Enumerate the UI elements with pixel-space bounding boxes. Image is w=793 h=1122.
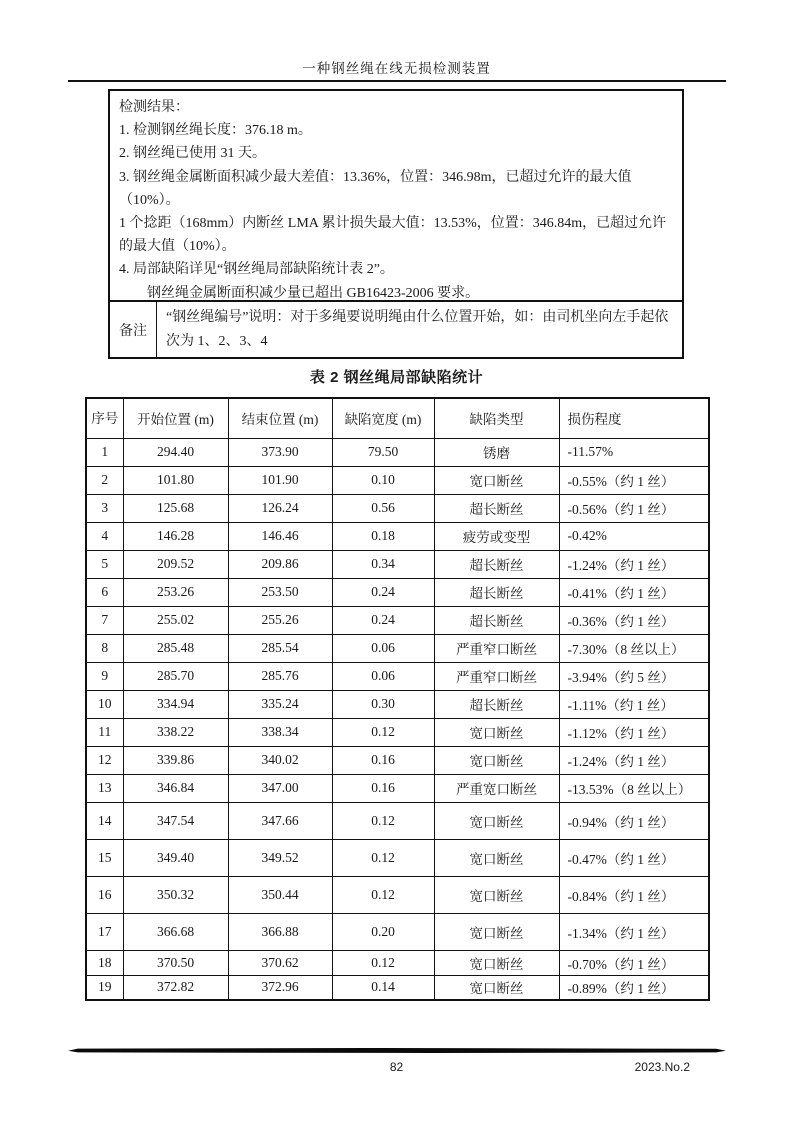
- table-row: [86, 578, 709, 606]
- table-cell: 253.26: [123, 578, 228, 606]
- table-cell: -0.70%（约 1 丝）: [559, 950, 709, 975]
- table-cell: 335.24: [228, 690, 332, 718]
- table-cell: 0.12: [332, 950, 434, 975]
- table-cell: 372.96: [228, 975, 332, 1000]
- report-paragraph: 1. 检测钢丝绳长度：376.18 m。: [119, 123, 312, 139]
- table-cell: -7.30%（8 丝以上）: [559, 634, 709, 662]
- table-cell: 15: [86, 839, 123, 876]
- table-cell: 13: [86, 774, 123, 802]
- table-cell: 9: [86, 662, 123, 690]
- table-cell: -0.47%（约 1 丝）: [559, 839, 709, 876]
- table-cell: 101.80: [123, 466, 228, 494]
- note-text: “钢丝绳编号”说明：对于多绳要说明绳由什么位置开始，如：由司机坐向左手起依次为 1、2、3、4: [166, 310, 669, 349]
- table-cell: -0.41%（约 1 丝）: [559, 578, 709, 606]
- table-cell: -0.42%: [559, 522, 709, 550]
- table-cell: 宽口断丝: [434, 975, 559, 1000]
- table-cell: 11: [86, 718, 123, 746]
- table-cell: 146.46: [228, 522, 332, 550]
- table-cell: 超长断丝: [434, 550, 559, 578]
- table-cell: 宽口断丝: [434, 802, 559, 839]
- table-row: [86, 662, 709, 690]
- table-cell: 严重窄口断丝: [434, 634, 559, 662]
- table-cell: 79.50: [332, 438, 434, 466]
- table-cell: 338.22: [123, 718, 228, 746]
- table-cell: 0.12: [332, 876, 434, 913]
- table-cell: 285.70: [123, 662, 228, 690]
- table-cell: 5: [86, 550, 123, 578]
- table-cell: 12: [86, 746, 123, 774]
- report-paragraph: 钢丝绳金属断面积减少量已超出 GB16423-2006 要求。: [119, 285, 480, 301]
- table-cell: 7: [86, 606, 123, 634]
- table-cell: 0.56: [332, 494, 434, 522]
- table-row: [86, 606, 709, 634]
- table-cell: 0.14: [332, 975, 434, 1000]
- table-cell: 285.54: [228, 634, 332, 662]
- table-row: [86, 466, 709, 494]
- table-cell: 370.50: [123, 950, 228, 975]
- table-cell: 0.06: [332, 634, 434, 662]
- table-cell: 370.62: [228, 950, 332, 975]
- table-cell: 366.68: [123, 913, 228, 950]
- table-cell: 146.28: [123, 522, 228, 550]
- table-cell: 18: [86, 950, 123, 975]
- document-header-title: 一种钢丝绳在线无损检测装置: [302, 61, 491, 76]
- table-cell: -0.84%（约 1 丝）: [559, 876, 709, 913]
- table-cell: 0.12: [332, 839, 434, 876]
- table-cell: -13.53%（8 丝以上）: [559, 774, 709, 802]
- table-cell: 17: [86, 913, 123, 950]
- table-cell: 347.00: [228, 774, 332, 802]
- footer-rule: [68, 1048, 726, 1053]
- table-header-cell: 缺陷类型: [434, 398, 559, 438]
- report-paragraph: 检测结果：: [119, 100, 189, 115]
- table-cell: 0.06: [332, 662, 434, 690]
- table-cell: 126.24: [228, 494, 332, 522]
- table-cell: 285.48: [123, 634, 228, 662]
- table-cell: 宽口断丝: [434, 839, 559, 876]
- table-row: [86, 438, 709, 466]
- table-header-row: [86, 398, 709, 438]
- table-cell: 255.02: [123, 606, 228, 634]
- table-cell: 3: [86, 494, 123, 522]
- table-row: [86, 950, 709, 975]
- table-cell: 10: [86, 690, 123, 718]
- table-cell: -0.56%（约 1 丝）: [559, 494, 709, 522]
- table-cell: 349.40: [123, 839, 228, 876]
- table-cell: 255.26: [228, 606, 332, 634]
- table-cell: 0.20: [332, 913, 434, 950]
- table-cell: 宽口断丝: [434, 466, 559, 494]
- table-cell: 0.16: [332, 774, 434, 802]
- table-cell: 101.90: [228, 466, 332, 494]
- table-cell: 340.02: [228, 746, 332, 774]
- table-cell: 2: [86, 466, 123, 494]
- table-header-cell: 缺陷宽度 (m): [332, 398, 434, 438]
- report-paragraph: 1 个捻距（168mm）内断丝 LMA 累计损失最大值：13.53%，位置：346.84m，已超过允许的最大值（10%）。: [119, 216, 667, 255]
- table-row: [86, 839, 709, 876]
- table-header-cell: 损伤程度: [559, 398, 709, 438]
- table-cell: 0.12: [332, 802, 434, 839]
- table-row: [86, 522, 709, 550]
- note-row: [110, 302, 682, 357]
- header-rule: [68, 80, 726, 82]
- table-cell: 4: [86, 522, 123, 550]
- table-row: [86, 718, 709, 746]
- table-cell: -0.89%（约 1 丝）: [559, 975, 709, 1000]
- table-cell: -1.12%（约 1 丝）: [559, 718, 709, 746]
- page-number-label: 82: [389, 1060, 404, 1074]
- table-cell: 338.34: [228, 718, 332, 746]
- report-paragraph: 2. 钢丝绳已使用 31 天。: [119, 146, 266, 162]
- table-cell: -11.57%: [559, 438, 709, 466]
- table-cell: 373.90: [228, 438, 332, 466]
- table-cell: -1.34%（约 1 丝）: [559, 913, 709, 950]
- table-title: 表 2 钢丝绳局部缺陷统计: [309, 369, 484, 386]
- table-row: [86, 690, 709, 718]
- note-label: 备注: [110, 302, 157, 357]
- table-row: [86, 550, 709, 578]
- table-cell: 严重宽口断丝: [434, 774, 559, 802]
- table-cell: 宽口断丝: [434, 950, 559, 975]
- table-cell: 锈磨: [434, 438, 559, 466]
- table-cell: 339.86: [123, 746, 228, 774]
- report-paragraph: 4. 局部缺陷详见“钢丝绳局部缺陷统计表 2”。: [119, 262, 394, 278]
- report-paragraph: 3. 钢丝绳金属断面积减少最大差值：13.36%，位置：346.98m，已超过允许的最大值（10%）。: [119, 169, 632, 208]
- table-cell: -0.36%（约 1 丝）: [559, 606, 709, 634]
- table-cell: 14: [86, 802, 123, 839]
- table-row: [86, 975, 709, 1000]
- table-cell: 宽口断丝: [434, 718, 559, 746]
- table-cell: 0.30: [332, 690, 434, 718]
- table-cell: 宽口断丝: [434, 876, 559, 913]
- table-cell: 366.88: [228, 913, 332, 950]
- table-cell: 疲劳或变型: [434, 522, 559, 550]
- table-cell: 347.54: [123, 802, 228, 839]
- table-cell: 209.86: [228, 550, 332, 578]
- defect-table-body: [86, 438, 709, 1000]
- table-cell: 0.12: [332, 718, 434, 746]
- table-cell: -1.11%（约 1 丝）: [559, 690, 709, 718]
- table-cell: 125.68: [123, 494, 228, 522]
- table-cell: 253.50: [228, 578, 332, 606]
- table-header-cell: 序号: [86, 398, 123, 438]
- table-cell: 超长断丝: [434, 578, 559, 606]
- table-cell: -1.24%（约 1 丝）: [559, 746, 709, 774]
- table-cell: 16: [86, 876, 123, 913]
- table-cell: 0.24: [332, 578, 434, 606]
- table-cell: 0.16: [332, 746, 434, 774]
- table-cell: 350.44: [228, 876, 332, 913]
- report-paragraphs: [110, 91, 682, 302]
- table-row: [86, 746, 709, 774]
- table-cell: 0.34: [332, 550, 434, 578]
- table-row: [86, 494, 709, 522]
- table-cell: 294.40: [123, 438, 228, 466]
- table-row: [86, 774, 709, 802]
- table-cell: 宽口断丝: [434, 913, 559, 950]
- table-row: [86, 913, 709, 950]
- table-cell: -0.94%（约 1 丝）: [559, 802, 709, 839]
- table-cell: 350.32: [123, 876, 228, 913]
- table-cell: 0.18: [332, 522, 434, 550]
- table-cell: 334.94: [123, 690, 228, 718]
- table-cell: 285.76: [228, 662, 332, 690]
- table-cell: 超长断丝: [434, 494, 559, 522]
- table-cell: -3.94%（约 5 丝）: [559, 662, 709, 690]
- issue-label: 2023.No.2: [634, 1060, 690, 1074]
- table-cell: 宽口断丝: [434, 746, 559, 774]
- table-cell: 209.52: [123, 550, 228, 578]
- table-cell: 346.84: [123, 774, 228, 802]
- table-row: [86, 634, 709, 662]
- table-cell: 347.66: [228, 802, 332, 839]
- table-row: [86, 876, 709, 913]
- table-cell: 0.10: [332, 466, 434, 494]
- table-cell: 6: [86, 578, 123, 606]
- table-cell: 19: [86, 975, 123, 1000]
- table-cell: 超长断丝: [434, 690, 559, 718]
- table-cell: 349.52: [228, 839, 332, 876]
- table-cell: 严重窄口断丝: [434, 662, 559, 690]
- table-header-cell: 开始位置 (m): [123, 398, 228, 438]
- defect-table: [85, 397, 710, 1001]
- table-row: [86, 802, 709, 839]
- table-cell: -0.55%（约 1 丝）: [559, 466, 709, 494]
- table-cell: 1: [86, 438, 123, 466]
- table-cell: -1.24%（约 1 丝）: [559, 550, 709, 578]
- table-cell: 超长断丝: [434, 606, 559, 634]
- detection-result-box: [108, 89, 684, 359]
- table-cell: 0.24: [332, 606, 434, 634]
- table-cell: 372.82: [123, 975, 228, 1000]
- table-header-cell: 结束位置 (m): [228, 398, 332, 438]
- table-cell: 8: [86, 634, 123, 662]
